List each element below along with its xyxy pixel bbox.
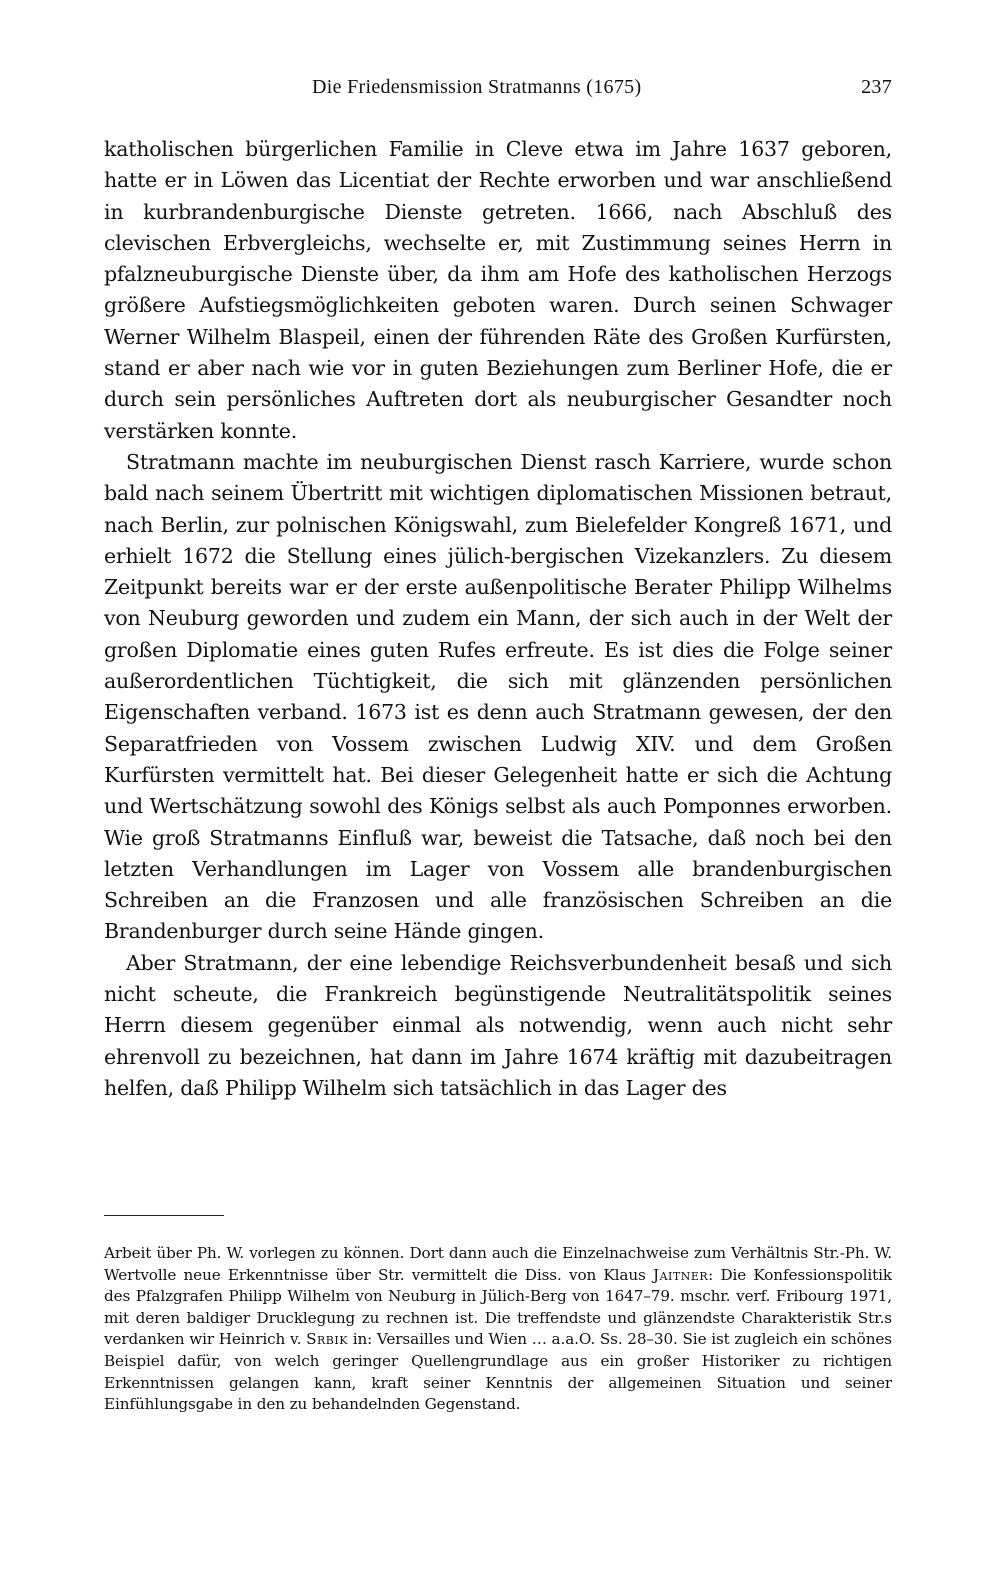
paragraph-1: katholischen bürgerlichen Familie in Cleve etwa im Jahre 1637 geboren, hatte er in Löwen das Licentiat der Rechte erworben und war anschließend in kurbrandenburgische Dienste getreten. 1666, nach Abschluß des clevischen Erbvergleichs, wechselte er, mit Zustimmung seines Herrn in pfalzneuburgische Dienste über, da ihm am Hofe des katholischen Herzogs größere Aufstiegsmöglichkeiten geboten waren. Durch seinen Schwager Werner Wilhelm Blaspeil, einen der führenden Räte des Großen Kurfürsten, stand er aber nach wie vor in guten Beziehungen zum Berliner Hofe, die er durch sein persönliches Auftreten dort als neuburgischer Gesandter noch verstärken konnte. [104,137,892,443]
footnote-separator [104,1215,224,1216]
footnote-part-2: : Die Konfessionspolitik des Pfalzgrafen Philipp Wilhelm von Neuburg in Jülich-Berg von 1647–79. mschr. verf. Fribourg 1971, mit deren baldiger Drucklegung zu rechnen ist. Die treffendste und glänzendste Charakteristik Str.s verdanken wir Heinrich v. [104,1265,892,1349]
paragraph-2: Stratmann machte im neuburgischen Dienst rasch Karriere, wurde schon bald nach seinem Übertritt mit wichtigen diplomatischen Missionen betraut, nach Berlin, zur polnischen Königswahl, zum Bielefelder Kongreß 1671, und erhielt 1672 die Stellung eines jülich-bergischen Vizekanzlers. Zu diesem Zeitpunkt bereits war er der erste außenpolitische Berater Philipp Wilhelms von Neuburg geworden und zudem ein Mann, der sich auch in der Welt der großen Diplomatie eines guten Rufes erfreute. Es ist dies die Folge seiner außerordentlichen Tüchtigkeit, die sich mit glänzenden persönlichen Eigenschaften verband. 1673 ist es denn auch Stratmann gewesen, der den Separatfrieden von Vossem zwischen Ludwig XIV. und dem Großen Kurfürsten vermittelt hat. Bei dieser Gelegenheit hatte er sich die Achtung und Wertschätzung sowohl des Königs selbst als auch Pomponnes erworben. Wie groß Stratmanns Einfluß war, beweist die Tatsache, daß noch bei den letzten Verhandlungen im Lager von Vossem alle brandenburgischen Schreiben an die Franzosen und alle französischen Schreiben an die Brandenburger durch seine Hände gingen. [104,449,892,944]
footnote-author-jaitner: Jaitner [653,1265,709,1284]
footnote-part-1: Arbeit über Ph. W. vorlegen zu können. Dort dann auch die Einzelnachweise zum Verhältnis Str.-Ph. W. Wertvolle neue Erkenntnisse über Str. vermittelt die Diss. von Klaus [104,1244,892,1284]
footnote-text [104,1243,892,1416]
footnote [104,1243,892,1416]
footnote-part-3: in: Versailles und Wien … a.a.O. Ss. 28–30. Sie ist zugleich ein schönes Beispiel dafür, von welch geringer Quellengrundlage aus ein großer Historiker zu richtigen Erkenntnissen gelangen kann, kraft seiner Kenntnis der allgemeinen Situation und seiner Einfühlungsgabe in den zu behandelnden Gegenstand. [104,1330,892,1414]
body-text [104,134,892,1104]
paragraph-3: Aber Stratmann, der eine lebendige Reichsverbundenheit besaß und sich nicht scheute, die Frankreich begünstigende Neutralitätspolitik seines Herrn diesem gegenüber einmal als notwendig, wenn auch nicht sehr ehrenvoll zu bezeichnen, hat dann im Jahre 1674 kräftig mit dazubeitragen helfen, daß Philipp Wilhelm sich tatsächlich in das Lager des [104,950,892,1100]
running-head [104,76,892,106]
footnote-author-srbik: Srbik [306,1330,348,1349]
page-number: 237 [861,76,892,98]
running-title: Die Friedensmission Stratmanns (1675) [312,76,642,98]
